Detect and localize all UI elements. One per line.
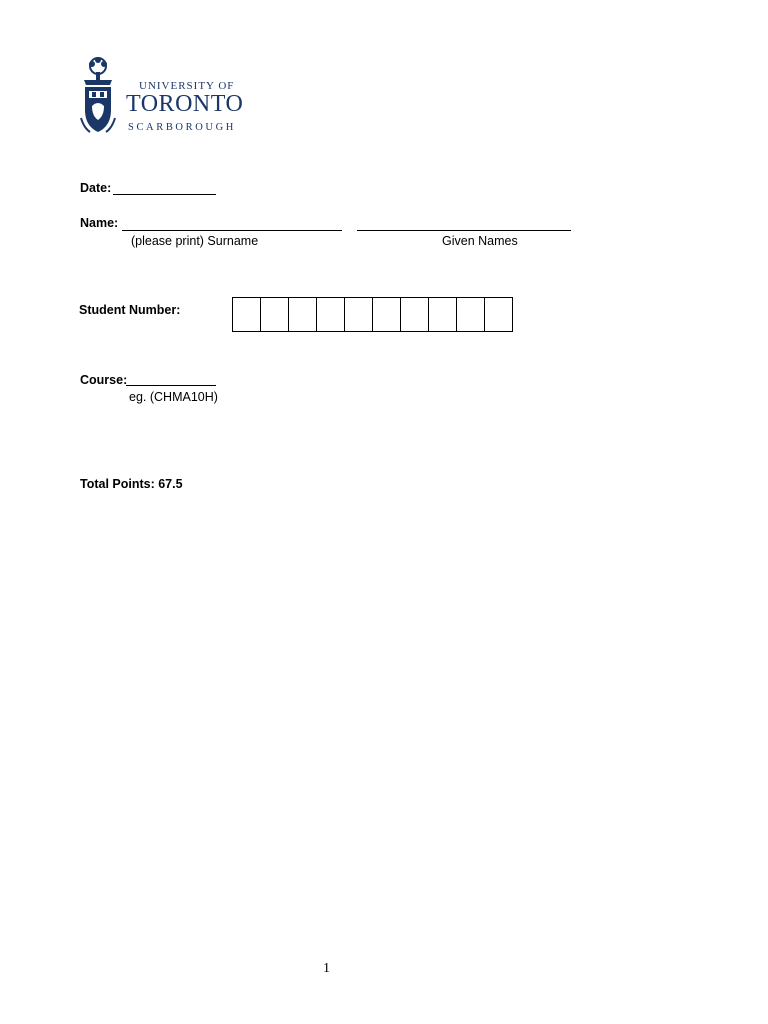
course-example-hint: eg. (CHMA10H): [129, 390, 218, 404]
surname-field-line[interactable]: [122, 230, 342, 231]
course-label: Course:: [80, 373, 128, 387]
given-names-hint: Given Names: [442, 234, 518, 248]
student-number-digit-box[interactable]: [485, 298, 512, 331]
date-field-line[interactable]: [113, 194, 216, 195]
student-number-digit-box[interactable]: [429, 298, 457, 331]
student-number-digit-box[interactable]: [317, 298, 345, 331]
logo-line-scarborough: SCARBOROUGH: [128, 122, 236, 133]
logo-wordmark: [126, 56, 256, 138]
student-number-digit-box[interactable]: [289, 298, 317, 331]
crest-icon: [80, 56, 116, 136]
student-number-digit-box[interactable]: [261, 298, 289, 331]
student-number-digit-box[interactable]: [457, 298, 485, 331]
student-number-label: Student Number:: [79, 303, 181, 317]
student-number-digit-box[interactable]: [345, 298, 373, 331]
university-logo: [80, 56, 255, 138]
surname-hint: (please print) Surname: [131, 234, 259, 248]
student-number-digit-box[interactable]: [401, 298, 429, 331]
given-names-field-line[interactable]: [357, 230, 571, 231]
student-number-boxes: [232, 297, 513, 332]
student-number-digit-box[interactable]: [233, 298, 261, 331]
student-number-digit-box[interactable]: [373, 298, 401, 331]
page-number: 1: [323, 961, 330, 976]
logo-line-toronto: TORONTO: [126, 91, 244, 117]
course-field-line[interactable]: [126, 385, 216, 386]
total-points: Total Points: 67.5: [80, 477, 183, 491]
date-label: Date:: [80, 181, 112, 195]
name-label: Name:: [80, 216, 119, 230]
logo-line-university-of: UNIVERSITY OF: [139, 80, 235, 92]
